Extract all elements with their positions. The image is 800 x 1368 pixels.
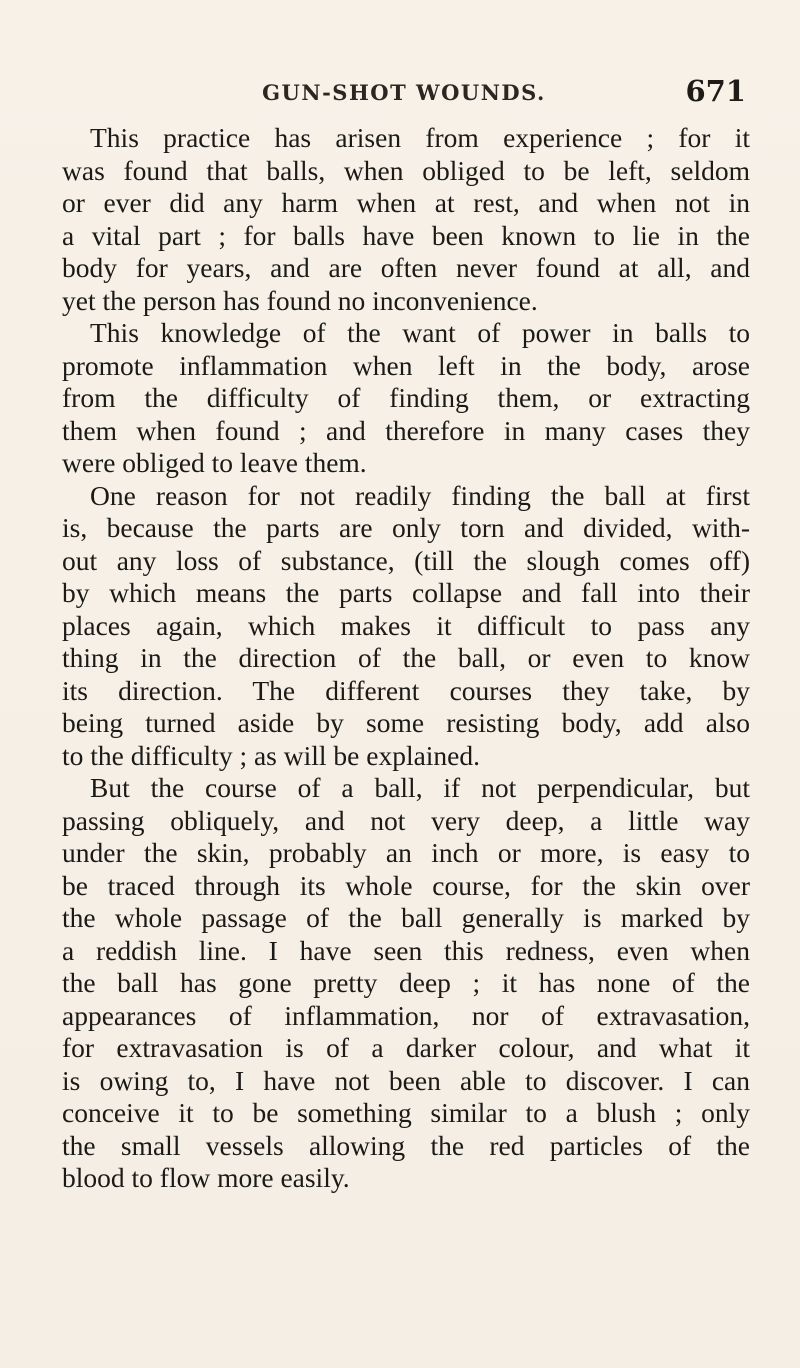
- text-line: was found that balls, when obliged to be left, seldom: [62, 154, 750, 186]
- text-line: were obliged to leave them.: [62, 447, 367, 478]
- text-line: out any loss of substance, (till the slough comes off): [62, 544, 750, 576]
- text-line: blood to flow more easily.: [62, 1162, 350, 1193]
- text-line: for extravasation is of a darker colour, and what it: [62, 1032, 750, 1063]
- text-line: being turned aside by some resisting body, add also: [62, 707, 750, 738]
- text-line: the small vessels allowing the red particles of the: [62, 1129, 750, 1161]
- running-title: GUN-SHOT WOUNDS.: [262, 80, 546, 105]
- text-line: promote inflammation when left in the body, arose: [62, 349, 750, 381]
- text-line: yet the person has found no inconvenience.: [62, 284, 538, 316]
- page-number: 671: [685, 74, 746, 108]
- text-line: appearances of inflammation, nor of extravasation,: [62, 999, 750, 1031]
- text-line: a reddish line. I have seen this redness, even when: [62, 934, 750, 966]
- text-line: or ever did any harm when at rest, and when not in: [62, 187, 750, 218]
- text-line: This practice has arisen from experience ; for it: [90, 122, 750, 153]
- text-line: is owing to, I have not been able to discover. I can: [62, 1064, 750, 1096]
- text-line: This knowledge of the want of power in balls to: [90, 317, 750, 348]
- text-line: from the difficulty of finding them, or extracting: [62, 382, 750, 413]
- text-line: is, because the parts are only torn and divided, with-: [62, 512, 750, 543]
- text-line: passing obliquely, and not very deep, a little way: [62, 804, 750, 836]
- text-line: places again, which makes it difficult to pass any: [62, 609, 750, 641]
- text-line: be traced through its whole course, for the skin over: [62, 869, 750, 901]
- text-line: its direction. The different courses they take, by: [62, 674, 750, 706]
- text-line: a vital part ; for balls have been known to lie in the: [62, 219, 750, 251]
- text-line: One reason for not readily finding the ball at first: [90, 479, 750, 511]
- running-head: [62, 74, 746, 114]
- text-line: the ball has gone pretty deep ; it has none of the: [62, 967, 750, 998]
- text-line: conceive it to be something similar to a blush ; only: [62, 1097, 750, 1128]
- text-line: by which means the parts collapse and fall into their: [62, 577, 750, 608]
- text-line: under the skin, probably an inch or more, is easy to: [62, 837, 750, 868]
- text-line: to the difficulty ; as will be explained.: [62, 739, 481, 771]
- body-text: [62, 122, 750, 1195]
- text-line: But the course of a ball, if not perpendicular, but: [90, 772, 750, 803]
- text-line: the whole passage of the ball generally is marked by: [62, 902, 750, 933]
- text-line: them when found ; and therefore in many cases they: [62, 414, 750, 446]
- text-line: thing in the direction of the ball, or even to know: [62, 642, 750, 673]
- text-line: body for years, and are often never found at all, and: [62, 252, 750, 283]
